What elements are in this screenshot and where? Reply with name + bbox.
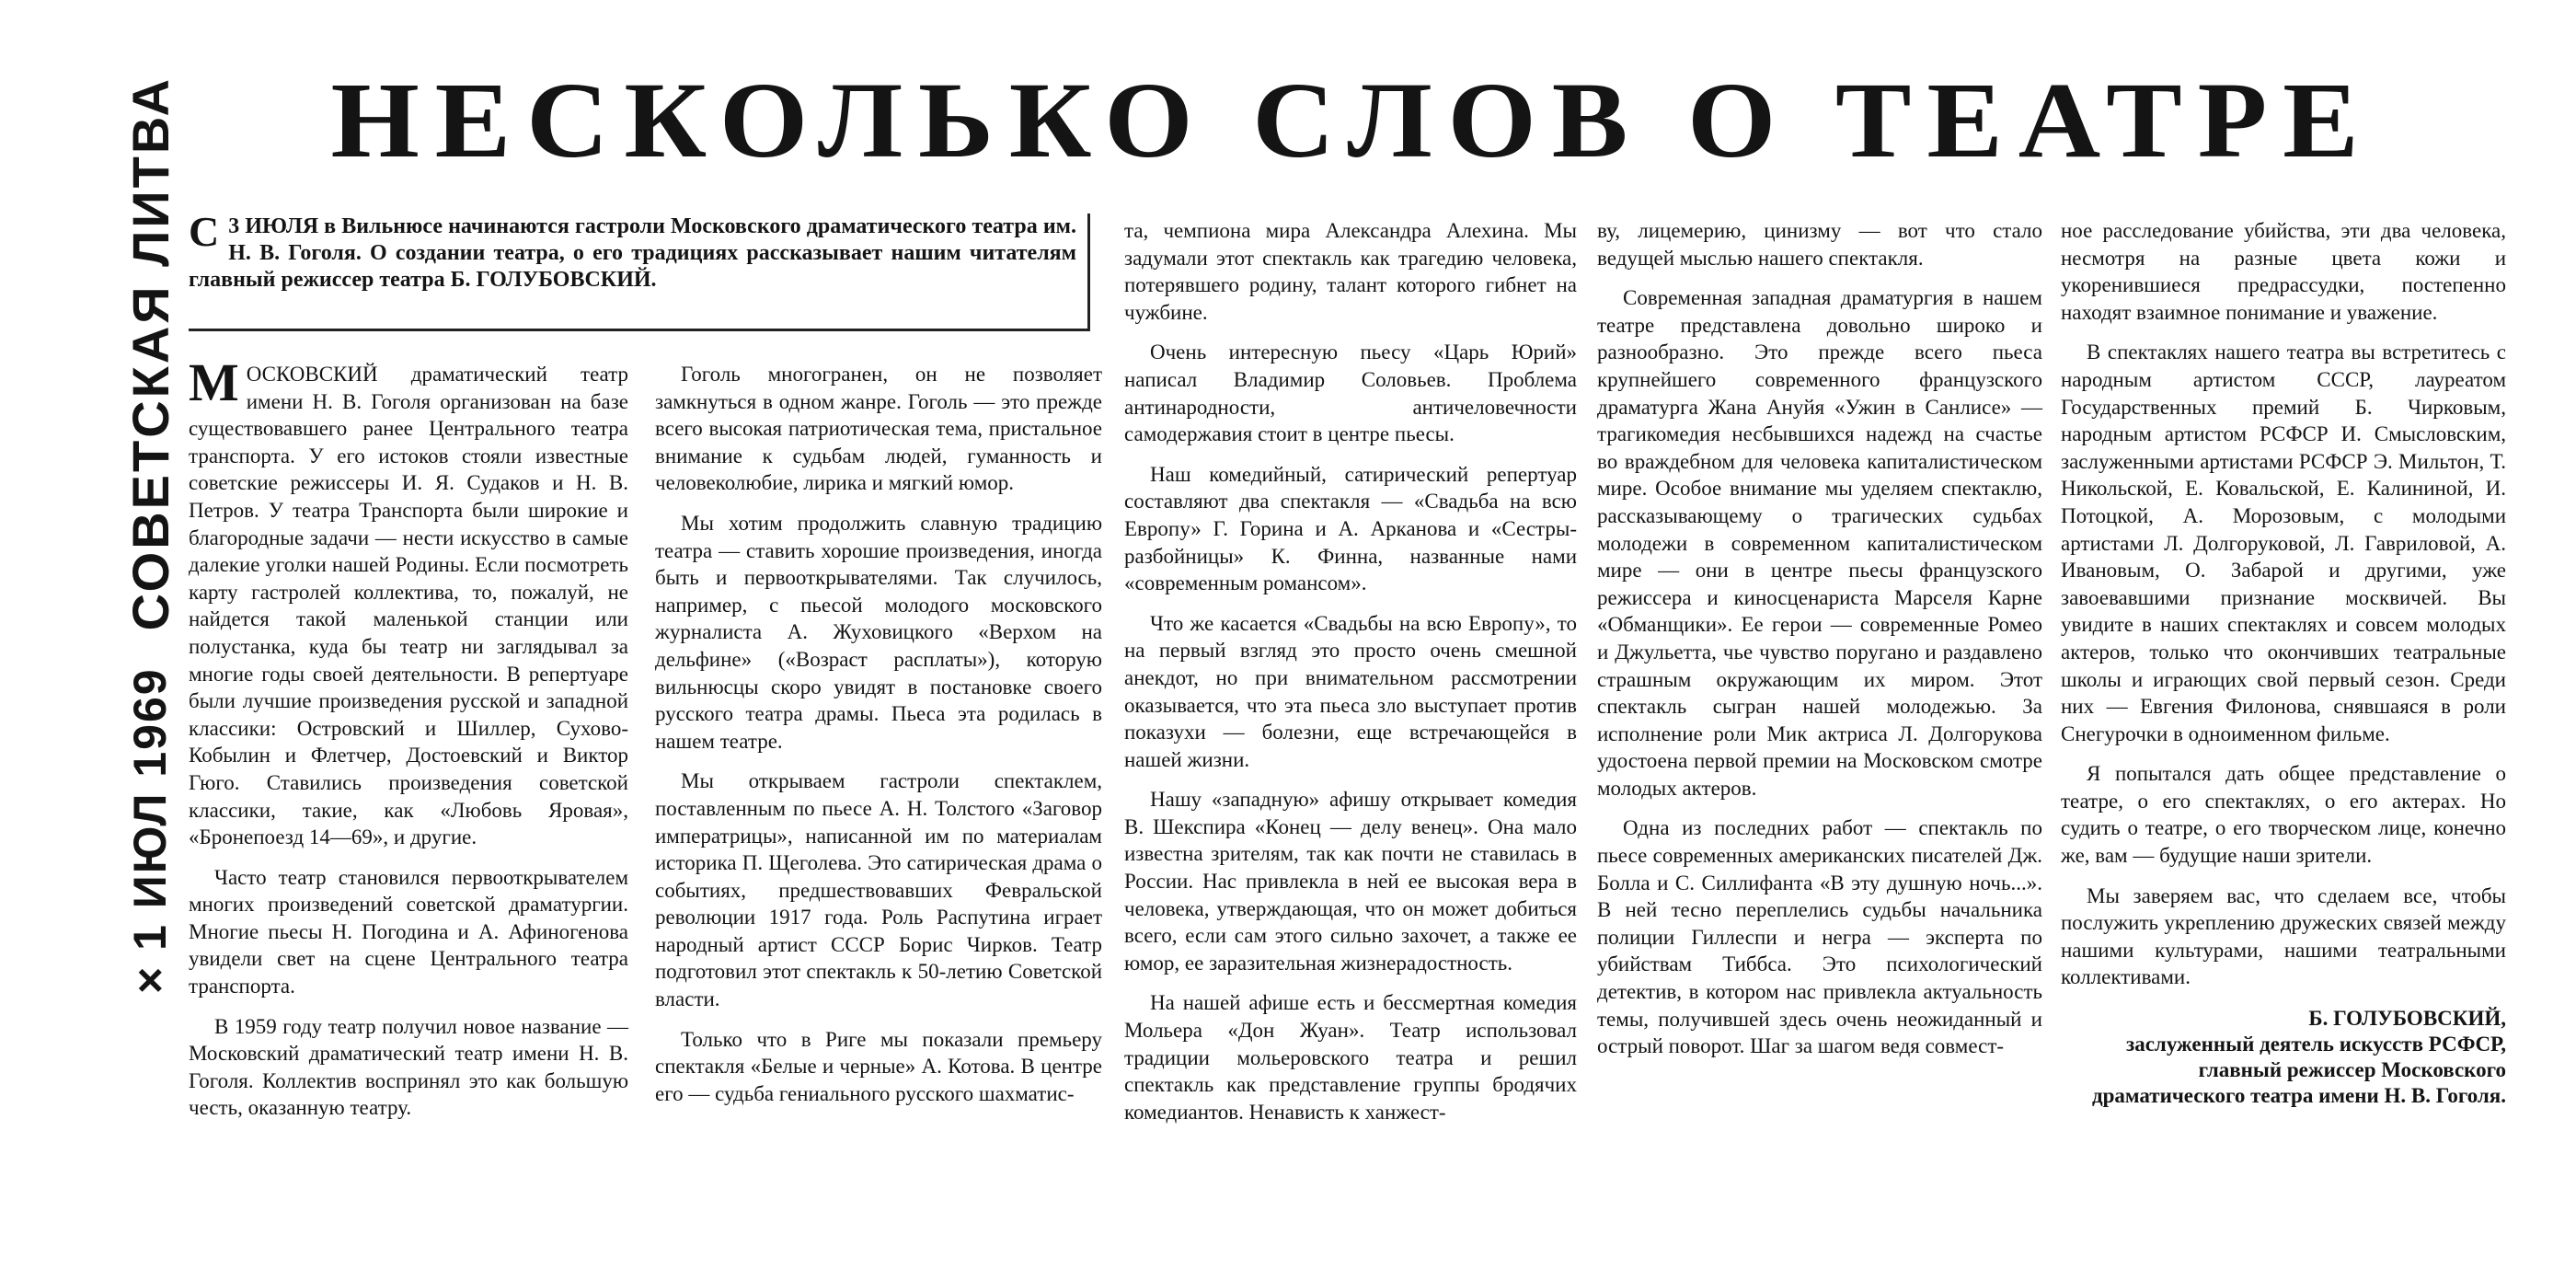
- paragraph: Нашу «западную» афишу открывает комедия В. Шекспира «Конец — делу венец». Она мало известна зрителям, так как почти не ставилась в России. Нас привлекла в ней ее высокая вера в человека, утверждающая, что он может добиться всего, если сам этого сильно захочет, а также ее юмор, ее заразительная жизнерадостность.: [1124, 788, 1577, 975]
- headline: НЕСКОЛЬКО СЛОВ О ТЕАТРЕ: [330, 60, 2375, 180]
- paragraph: ву, лицемерию, цинизму — вот что стало ведущей мыслью нашего спектакля.: [1597, 219, 2042, 270]
- archive-stamp: [99, 76, 201, 994]
- paragraph: Современная западная драматургия в нашем театре представлена довольно широко и разнообразно. Это прежде всего пьеса крупнейшего современного французского драматурга Жана Ануйя «Ужин в Санлисе» — трагикомедия несбывшихся надежд на счастье во враждебном для человека капиталистическом мире. Особое внимание мы уделяем спектаклю, рассказывающему о трагических судьбах молодежи в современном капиталистическом мире — они в центре пьесы французского режиссера и киносценариста Марселя Карне «Обманщики». Ее герои — современные Ромео и Джульетта, чье чувство поругано и раздавлено страшным окружающим их миром. Этот спектакль сыгран нашей молодежью. За исполнение роли Мик актриса Л. Долгорукова удостоена первой премии на Московском смотре молодых актеров.: [1597, 286, 2042, 800]
- paragraph: В 1959 году театр получил новое название — Московский драматический театр имени Н. В. Гоголя. Коллектив воспринял это как большую честь, оказанную театру.: [189, 1014, 628, 1120]
- paragraph: Часто театр становился первооткрывателем многих произведений советской драматургии. Многие пьесы Н. Погодина и А. Афиногенова увидели свет на сцене Центрального театра транспорта.: [189, 865, 628, 998]
- paragraph: Наш комедийный, сатирический репертуар составляют два спектакля — «Свадьба на всю Европу» Г. Горина и А. Арканова и «Сестры-разбойницы» К. Финна, названные нами «современным романсом».: [1124, 462, 1577, 595]
- paragraph: та, чемпиона мира Александра Алехина. Мы задумали этот спектакль как трагедию человека, потерявшего родину, талант которого гибнет на чужбине.: [1124, 219, 1577, 324]
- paragraph: М ОСКОВСКИЙ драматический театр имени Н. В. Гоголя организован на базе существовавшего ранее Центрального театра транспорта. У его истоков стояли известные советские режиссеры И. Я. Судаков и Н. В. Петров. У театра Транспорта были широкие и благородные задачи — нести искусство в самые далекие уголки нашей Родины. Если посмотреть карту гастролей коллектива, то, пожалуй, не найдется такой маленькой станции или полустанка, куда бы театр ни заглядывал за многие годы своей деятельности. В репертуаре были лучшие произведения русской и западной классики: Островский и Шиллер, Сухово-Кобылин и Флетчер, Достоевский и Виктор Гюго. Ставились произведения советской классики, такие, как «Любовь Яровая», «Бронепоезд 14—69», и другие.: [189, 352, 628, 849]
- article-column-1: [189, 352, 628, 1135]
- paragraph: На нашей афише есть и бессмертная комедия Мольера «Дон Жуан». Театр использовал традиции мольеровского театра и решил спектакль как представление группы бродячих комедиантов. Ненависть к ханжест-: [1124, 991, 1577, 1124]
- article-column-2: [655, 361, 1102, 1120]
- article-column-3: [1124, 217, 1577, 1138]
- paragraph: Мы открываем гастроли спектаклем, поставленным по пьесе А. Н. Толстого «Заговор императрицы», написанной им по материалам историка П. Щеголева. Это сатирическая драма о событиях, предшествовавших Февральской революции 1917 года. Роль Распутина играет народный артист СССР Борис Чирков. Театр подготовил этот спектакль к 50-летию Советской власти.: [655, 769, 1102, 1011]
- paragraph: Что же касается «Свадьбы на всю Европу», то на первый взгляд это просто очень смешной анекдот, но при внимательном рассмотрении оказывается, что эта пьеса зло выступает против показухи — болезни, еще встречающейся в нашей жизни.: [1124, 611, 1577, 771]
- stamp-date: × 1 ИЮЛ 1969: [124, 667, 176, 994]
- stamp-newspaper: СОВЕТСКАЯ ЛИТВА: [121, 76, 179, 631]
- paragraph: Очень интересную пьесу «Царь Юрий» написал Владимир Соловьев. Проблема антинародности, античеловечности самодержавия стоит в центре пьесы.: [1124, 340, 1577, 446]
- author-signature: [2061, 1006, 2506, 1109]
- paragraph: Мы хотим продолжить славную традицию театра — ставить хорошие произведения, иногда быть и первооткрывателями. Так случилось, например, с пьесой молодого московского журналиста А. Жуховицкого «Верхом на дельфине» («Возраст расплаты»), которую вильнюсцы скоро увидят в постановке своего русского театра драмы. Пьеса эта родилась в нашем театре.: [655, 511, 1102, 753]
- paragraph: Я попытался дать общее представление о театре, о его спектаклях, о его актерах. Но судить о театре, о его творческом лице, конечно же, вам — будущие наши зрители.: [2061, 762, 2506, 868]
- lead-initial: С: [189, 208, 220, 255]
- author-title: заслуженный деятель искусств РСФСР, главный режиссер Московского драматического театра имени Н. В. Гоголя.: [2091, 1033, 2506, 1108]
- paragraph: Только что в Риге мы показали премьеру спектакля «Белые и черные» А. Котова. В центре его — судьба гениального русского шахматис-: [655, 1027, 1102, 1105]
- paragraph: Одна из последних работ — спектакль по пьесе современных американских писателей Дж. Болла и С. Силлифанта «В эту душную ночь...». В ней тесно переплелись судьбы начальника полиции Гиллеспи и негра — эксперта по убийствам Тиббса. Это психологический детектив, в котором нас привлекла актуальность темы, получившей здесь очень неожиданный и острый поворот. Шаг за шагом ведя совмест-: [1597, 816, 2042, 1058]
- article-column-5: [2061, 217, 2506, 1109]
- paragraph: Мы заверяем вас, что сделаем все, чтобы послужить укреплению дружеских связей между нашими культурами, нашими театральными коллективами.: [2061, 883, 2506, 989]
- article-column-4: [1597, 217, 2042, 1073]
- lead-text: 3 ИЮЛЯ в Вильнюсе начинаются гастроли Московского драматического театра им. Н. В. Гоголя. О создании театра, о его традициях рассказывает нашим читателям главный режиссер театра Б. ГОЛУБОВСКИЙ.: [189, 214, 1076, 292]
- drop-cap: М: [189, 352, 239, 412]
- paragraph: ное расследование убийства, эти два человека, несмотря на разные цвета кожи и укоренившиеся предрассудки, постепенно находят взаимное понимание и уважение.: [2061, 219, 2506, 324]
- lead-paragraph: [189, 208, 1090, 331]
- author-name: Б. ГОЛУБОВСКИЙ,: [2308, 1007, 2506, 1031]
- paragraph: Гоголь многогранен, он не позволяет замкнуться в одном жанре. Гоголь — это прежде всего высокая патриотическая тема, пристальное внимание к судьбам людей, гуманность и человеколюбие, лирика и мягкий юмор.: [655, 363, 1102, 495]
- paragraph: В спектаклях нашего театра вы встретитесь с народным артистом СССР, лауреатом Государственных премий Б. Чирковым, народным артистом РСФСР И. Смысловским, заслуженными артистами РСФСР Э. Мильтон, Т. Никольской, Е. Ковальской, Е. Калининой, И. Потоцкой, А. Морозовым, с молодыми артистами Л. Долгоруковой, Л. Гавриловой, А. Ивановым, О. Забарой и другими, уже завоевавшими признание москвичей. Вы увидите в наших спектаклях и совсем молодых актеров, только что окончивших театральные школы и играющих свой первый сезон. Среди них — Евгения Филонова, снявшаяся в роли Снегурочки в одноименном фильме.: [2061, 340, 2506, 745]
